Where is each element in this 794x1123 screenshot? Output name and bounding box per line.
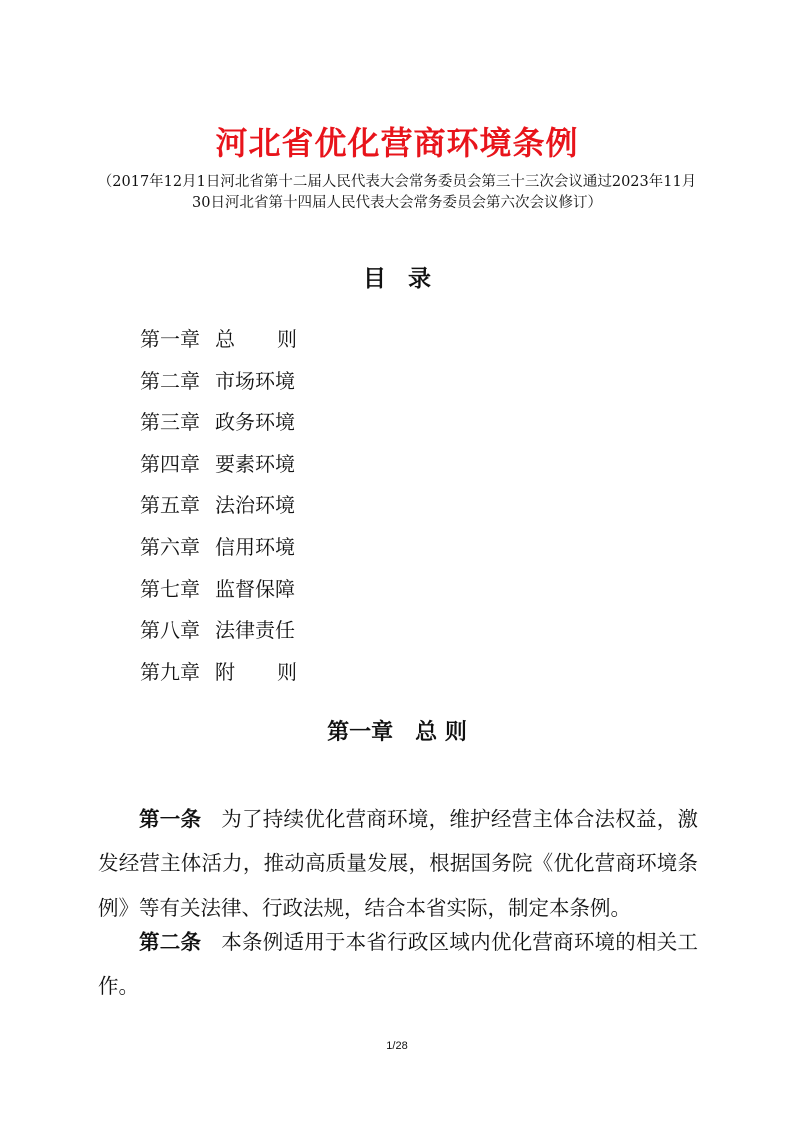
chapter-heading (0, 715, 794, 746)
toc-item-num: 第五章 (140, 493, 200, 518)
toc-item-num: 第九章 (140, 659, 200, 684)
article-number: 第二条 (139, 929, 202, 954)
document-subtitle: （2017年12月1日河北省第十二届人民代表大会常务委员会第三十三次会议通过2023年11月30日河北省第十四届人民代表大会常务委员会第六次会议修订） (97, 174, 697, 211)
toc-item-name: 政务环境 (215, 410, 295, 435)
article-text: 为了持续优化营商环境，维护经营主体合法权益，激发经营主体活力，推动高质量发展，根据国务院《优化营商环境条例》等有关法律、行政法规，结合本省实际，制定本条例。 (98, 806, 699, 920)
toc-item-num: 第七章 (140, 576, 200, 601)
toc-item-name: 信用环境 (215, 534, 295, 559)
article-text: 本条例适用于本省行政区域内优化营商环境的相关工作。 (98, 929, 699, 998)
toc-item-name: 市场环境 (215, 368, 295, 393)
toc-item-3[interactable] (140, 405, 297, 447)
toc-heading (0, 260, 794, 293)
toc-heading-right: 录 (408, 265, 431, 292)
toc-item-5[interactable] (140, 488, 297, 530)
toc-item-name: 监督保障 (215, 576, 295, 601)
toc-item-name: 法治环境 (215, 493, 295, 518)
article-2 (98, 920, 698, 1009)
toc-item-2[interactable] (140, 364, 297, 406)
toc-item-num: 第八章 (140, 618, 200, 643)
toc-item-9[interactable] (140, 655, 297, 697)
toc-item-6[interactable] (140, 530, 297, 572)
article-number: 第一条 (139, 806, 202, 831)
toc-item-7[interactable] (140, 572, 297, 614)
toc-item-num: 第二章 (140, 368, 200, 393)
toc-item-8[interactable] (140, 613, 297, 655)
toc-item-num: 第三章 (140, 410, 200, 435)
toc-item-name: 法律责任 (215, 618, 295, 643)
toc-item-name: 总则 (215, 327, 297, 351)
toc-item-4[interactable] (140, 447, 297, 489)
page-number: 1/28 (386, 1040, 408, 1052)
toc-list (140, 322, 297, 696)
toc-item-name: 附则 (215, 659, 297, 684)
toc-item-num: 第四章 (140, 451, 200, 476)
toc-item-num: 第一章 (140, 327, 200, 351)
toc-heading-left: 目 (363, 265, 386, 292)
chapter-heading-name: 总 则 (415, 720, 467, 745)
article-1 (98, 797, 698, 931)
document-title: 河北省优化营商环境条例 (215, 124, 579, 162)
toc-item-1[interactable] (140, 322, 297, 364)
chapter-heading-num: 第一章 (327, 720, 394, 745)
toc-item-name: 要素环境 (215, 451, 295, 476)
toc-item-num: 第六章 (140, 534, 200, 559)
